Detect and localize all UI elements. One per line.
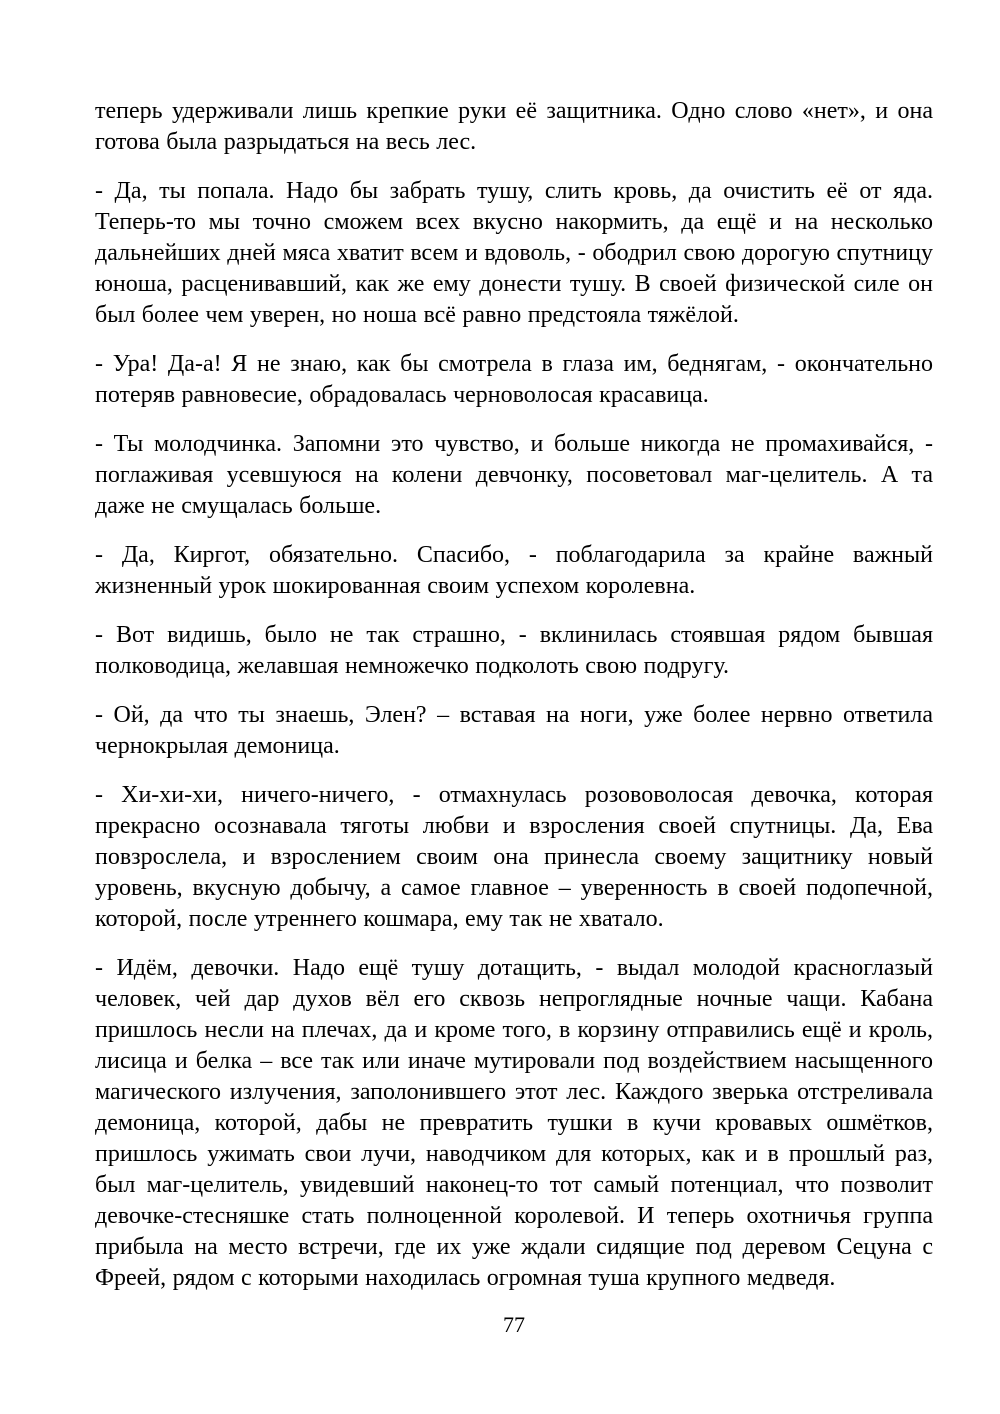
paragraph-dialogue: - Да, Киргот, обязательно. Спасибо, - поблагодарила за крайне важный жизненный урок шокированная своим успехом королевна. [95,542,933,599]
paragraph-continuation: теперь удерживали лишь крепкие руки её защитника. Одно слово «нет», и она готова была разрыдаться на весь лес. [95,98,933,155]
paragraph-dialogue: - Да, ты попала. Надо бы забрать тушу, слить кровь, да очистить её от яда. Теперь-то мы точно сможем всех вкусно накормить, да ещё и на несколько дальнейших дней мяса хватит всем и вдоволь, - ободрил свою дорогую спутницу юноша, расценивавший, как же ему донести тушу. В своей физической силе он был более чем уверен, но ноша всё равно предстояла тяжёлой. [95,178,933,328]
paragraph-dialogue: - Хи-хи-хи, ничего-ничего, - отмахнулась розововолосая девочка, которая прекрасно осознавала тяготы любви и взросления своей спутницы. Да, Ева повзрослела, и взрослением своим она принесла своему защитнику новый уровень, вкусную добычу, а самое главное – уверенность в своей подопечной, которой, после утреннего кошмара, ему так не хватало. [95,782,933,932]
page-number: 77 [503,1312,525,1337]
paragraph-dialogue: - Ой, да что ты знаешь, Элен? – вставая на ноги, уже более нервно ответила чернокрылая демоница. [95,702,933,759]
paragraph-dialogue: - Ура! Да-а! Я не знаю, как бы смотрела в глаза им, беднягам, - окончательно потеряв равновесие, обрадовалась черноволосая красавица. [95,351,933,408]
paragraph-dialogue: - Идём, девочки. Надо ещё тушу дотащить, - выдал молодой красноглазый человек, чей дар духов вёл его сквозь непроглядные ночные чащи. Кабана пришлось несли на плечах, да и кроме того, в корзину отправились ещё и кроль, лисица и белка – все так или иначе мутировали под воздействием насыщенного магического излучения, заполонившего этот лес. Каждого зверька отстреливала демоница, которой, дабы не превратить тушки в кучи кровавых ошмётков, пришлось ужимать свои лучи, наводчиком для которых, как и в прошлый раз, был маг-целитель, увидевший наконец-то тот самый потенциал, что позволит девочке-стесняшке стать полноценной королевой. И теперь охотничья группа прибыла на место встречи, где их уже ждали сидящие под деревом Сецуна с Фреей, рядом с которыми находилась огромная туша крупного медведя. [95,955,933,1291]
paragraph-dialogue: - Ты молодчинка. Запомни это чувство, и больше никогда не промахивайся, - поглаживая усевшуюся на колени девчонку, посоветовал маг-целитель. А та даже не смущалась больше. [95,431,933,519]
paragraph-dialogue: - Вот видишь, было не так страшно, - вклинилась стоявшая рядом бывшая полководица, желавшая немножечко подколоть свою подругу. [95,622,933,679]
page-body [95,96,933,1294]
